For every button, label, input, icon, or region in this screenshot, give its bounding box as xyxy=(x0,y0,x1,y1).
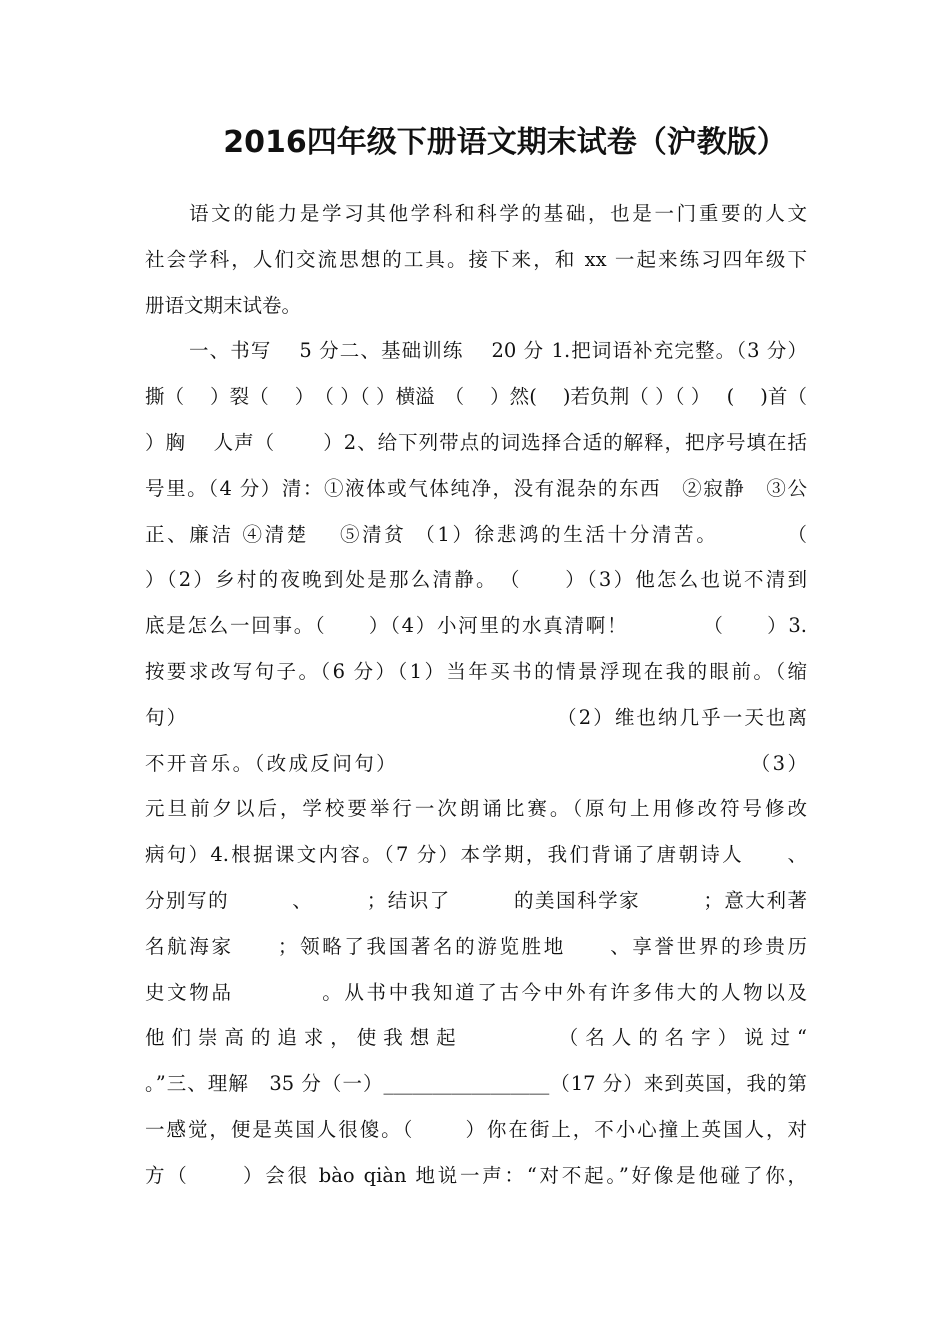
text-line: 号里。（4 分）清：①液体或气体纯净，没有混杂的东西 ②寂静 ③公 xyxy=(145,476,807,500)
text-line: 社会学科，人们交流思想的工具。接下来，和 xx 一起来练习四年级下 xyxy=(145,247,807,271)
text-line: 他们崇高的追求，使我想起 （名人的名字）说过“ xyxy=(145,1026,807,1050)
text-line: 册语文期末试卷。 xyxy=(145,293,302,317)
text-line: 正、廉洁 ④清楚 ⑤清贫 （1）徐悲鸿的生活十分清苦。 （ xyxy=(145,522,807,546)
text-line: 方（ ）会很 bào qiàn 地说一声：“对不起。”好像是他碰了你， xyxy=(145,1163,807,1187)
text-line: ）（2）乡村的夜晚到处是那么清静。 （ ）（3）他怎么也说不清到 xyxy=(145,568,807,592)
text-line: ）胸 人声（ ）2、给下列带点的词选择合适的解释，把序号填在括 xyxy=(145,430,807,454)
text-line: 撕（ ）裂（ ） （ ）（ ）横溢 （ ）然( )若负荆（ ）（ ） ( )首（ xyxy=(145,385,807,409)
text-line: 底是怎么一回事。（ ）（4）小河里的水真清啊！ （ ）3. xyxy=(145,614,807,638)
text-line: 病句）4.根据课文内容。（7 分）本学期，我们背诵了唐朝诗人 、 xyxy=(145,843,807,867)
text-line: 元旦前夕以后，学校要举行一次朗诵比赛。（原句上用修改符号修改 xyxy=(145,797,807,821)
text-line: 一、书写 5 分二、基础训练 20 分 1.把词语补充完整。（3 分） xyxy=(189,339,807,363)
text-line: 史文物品 。从书中我知道了古今中外有许多伟大的人物以及 xyxy=(145,980,807,1004)
document-body xyxy=(145,191,807,1199)
text-line: 按要求改写句子。（6 分）（1）当年买书的情景浮现在我的眼前。（缩 xyxy=(145,659,807,683)
text-line: 语文的能力是学习其他学科和科学的基础，也是一门重要的人文 xyxy=(189,202,807,225)
document-title: 2016四年级下册语文期末试卷（沪教版） xyxy=(223,125,787,160)
text-line: 。”三、理解 35 分（一）_________________（17 分）来到英国，我的第 xyxy=(145,1072,807,1096)
text-line: 名航海家 ；领略了我国著名的游览胜地 、享誉世界的珍贵历 xyxy=(145,934,807,958)
text-line: 句） （2）维也纳几乎一天也离 xyxy=(145,705,807,729)
text-line: 分别写的 、 ；结识了 的美国科学家 ；意大利著 xyxy=(145,888,807,912)
text-line: 不开音乐。（改成反问句） （3） xyxy=(145,751,807,775)
text-line: 一感觉，便是英国人很傻。（ ）你在街上，不小心撞上英国人，对 xyxy=(145,1117,807,1141)
